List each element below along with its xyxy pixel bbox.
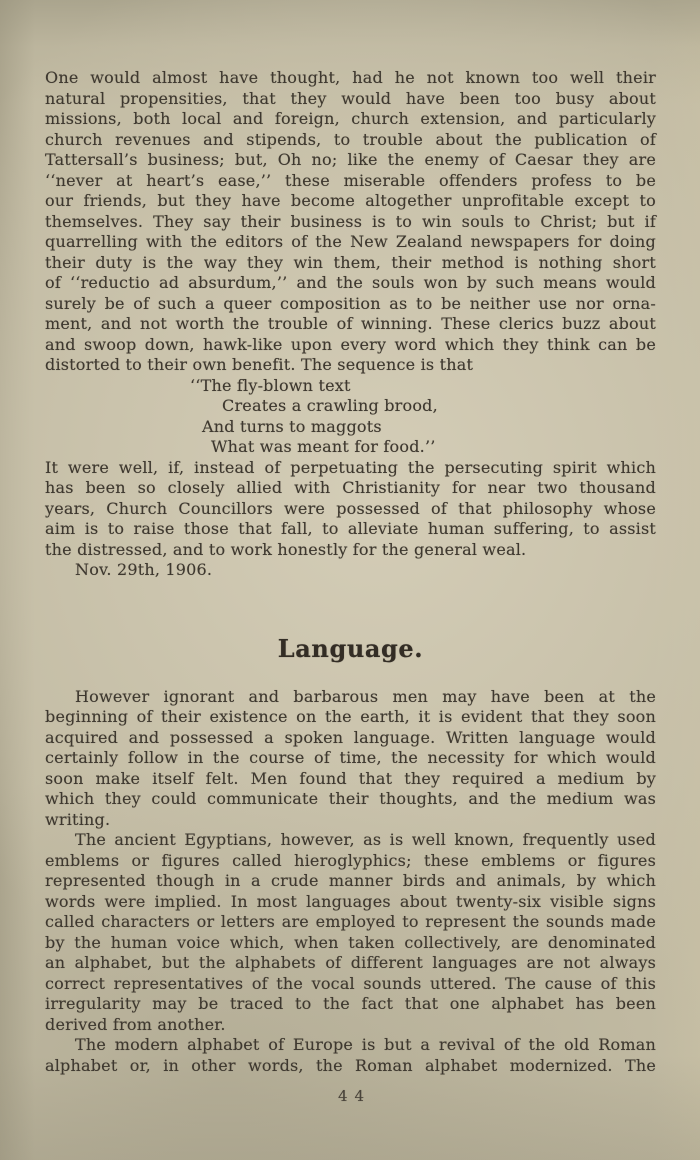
text-line: alphabet or, in other words, the Roman alphabet modernized. The — [45, 1055, 656, 1075]
text-line: ‘‘never at heart’s ease,’’ these miserable offenders profess to be — [45, 170, 656, 190]
text-line: However ignorant and barbarous men may have been at the — [75, 686, 656, 706]
text-line: their duty is the way they win them, their method is nothing short — [45, 252, 656, 272]
text-line: which they could communicate their thoughts, and the medium was — [45, 789, 656, 808]
text-line: distorted to their own benefit. The sequence is that — [45, 355, 474, 374]
paragraph-tattersall — [45, 68, 656, 376]
date-line: Nov. 29th, 1906. — [75, 560, 213, 579]
text-line: missions, both local and foreign, church extension, and particularly — [45, 109, 656, 128]
text-line: beginning of their existence on the earth, it is evident that they soon — [45, 707, 656, 726]
text-line: represented though in a crude manner birds and animals, by which — [45, 871, 656, 890]
text-line: by the human voice which, when taken collectively, are denominated — [45, 932, 656, 952]
paragraph-modern-alphabet — [45, 1035, 656, 1076]
poem-quote — [45, 376, 656, 458]
paragraph-however-ignorant — [45, 687, 656, 831]
text-line: writing. — [45, 809, 111, 829]
paragraph-ancient-egyptians — [45, 830, 656, 1035]
text-line: the distressed, and to work honestly for the general weal. — [45, 539, 527, 559]
text-line: quarrelling with the editors of the New Zealand newspapers for doing — [45, 232, 656, 251]
text-line: What was meant for food.’’ — [211, 437, 436, 456]
text-line: The ancient Egyptians, however, as is well known, frequently used — [75, 830, 656, 849]
text-line: natural propensities, that they would have been too busy about — [45, 88, 656, 108]
text-line: aim is to raise those that fall, to alleviate human suffering, to assist — [45, 519, 656, 538]
section-heading: Language. — [277, 633, 424, 663]
text-line: derived from another. — [45, 1014, 226, 1034]
text-line: words were implied. In most languages about twenty-six visible signs — [45, 891, 656, 911]
text-line: The modern alphabet of Europe is but a revival of the old Roman — [75, 1035, 656, 1054]
text-line: church revenues and stipends, to trouble about the publication of — [45, 129, 656, 149]
text-line: certainly follow in the course of time, the necessity for which would — [45, 748, 656, 767]
text-line: soon make itself felt. Men found that they required a medium by — [45, 768, 656, 788]
text-line: called characters or letters are employed to represent the sounds made — [45, 912, 656, 931]
text-line: surely be of such a queer composition as to be neither use nor orna- — [45, 293, 656, 313]
text-line: It were well, if, instead of perpetuating the persecuting spirit which — [45, 457, 656, 477]
text-line: Tattersall’s business; but, Oh no; like the enemy of Caesar they are — [45, 150, 656, 169]
text-line: irregularity may be traced to the fact that one alphabet has been — [45, 994, 656, 1013]
text-line: acquired and possessed a spoken language. Written language would — [45, 727, 656, 747]
text-line: ment, and not worth the trouble of winning. These clerics buzz about — [45, 314, 656, 333]
paragraph-it-were-well — [45, 458, 656, 561]
text-line: Creates a crawling brood, — [222, 396, 438, 415]
text-line: correct representatives of the vocal sounds uttered. The cause of this — [45, 973, 656, 993]
text-line: and swoop down, hawk-like upon every word which they think can be — [45, 334, 656, 354]
text-line: One would almost have thought, had he not known too well their — [45, 68, 656, 87]
text-line: emblems or figures called hieroglyphics; these emblems or figures — [45, 850, 656, 870]
text-line: of ‘‘reductio ad absurdum,’’ and the souls won by such means would — [45, 273, 656, 292]
text-line: ‘‘The fly-blown text — [190, 375, 351, 395]
text-line: And turns to maggots — [202, 416, 382, 436]
page-number: 44 — [337, 1087, 372, 1105]
text-line: an alphabet, but the alphabets of different languages are not always — [45, 953, 656, 972]
text-line: our friends, but they have become altogether unprofitable except to — [45, 191, 656, 210]
text-line: years, Church Councillors were possessed of that philosophy whose — [45, 498, 656, 518]
text-line: themselves. They say their business is to win souls to Christ; but if — [45, 211, 656, 231]
text-line: has been so closely allied with Christianity for near two thousand — [45, 478, 656, 497]
